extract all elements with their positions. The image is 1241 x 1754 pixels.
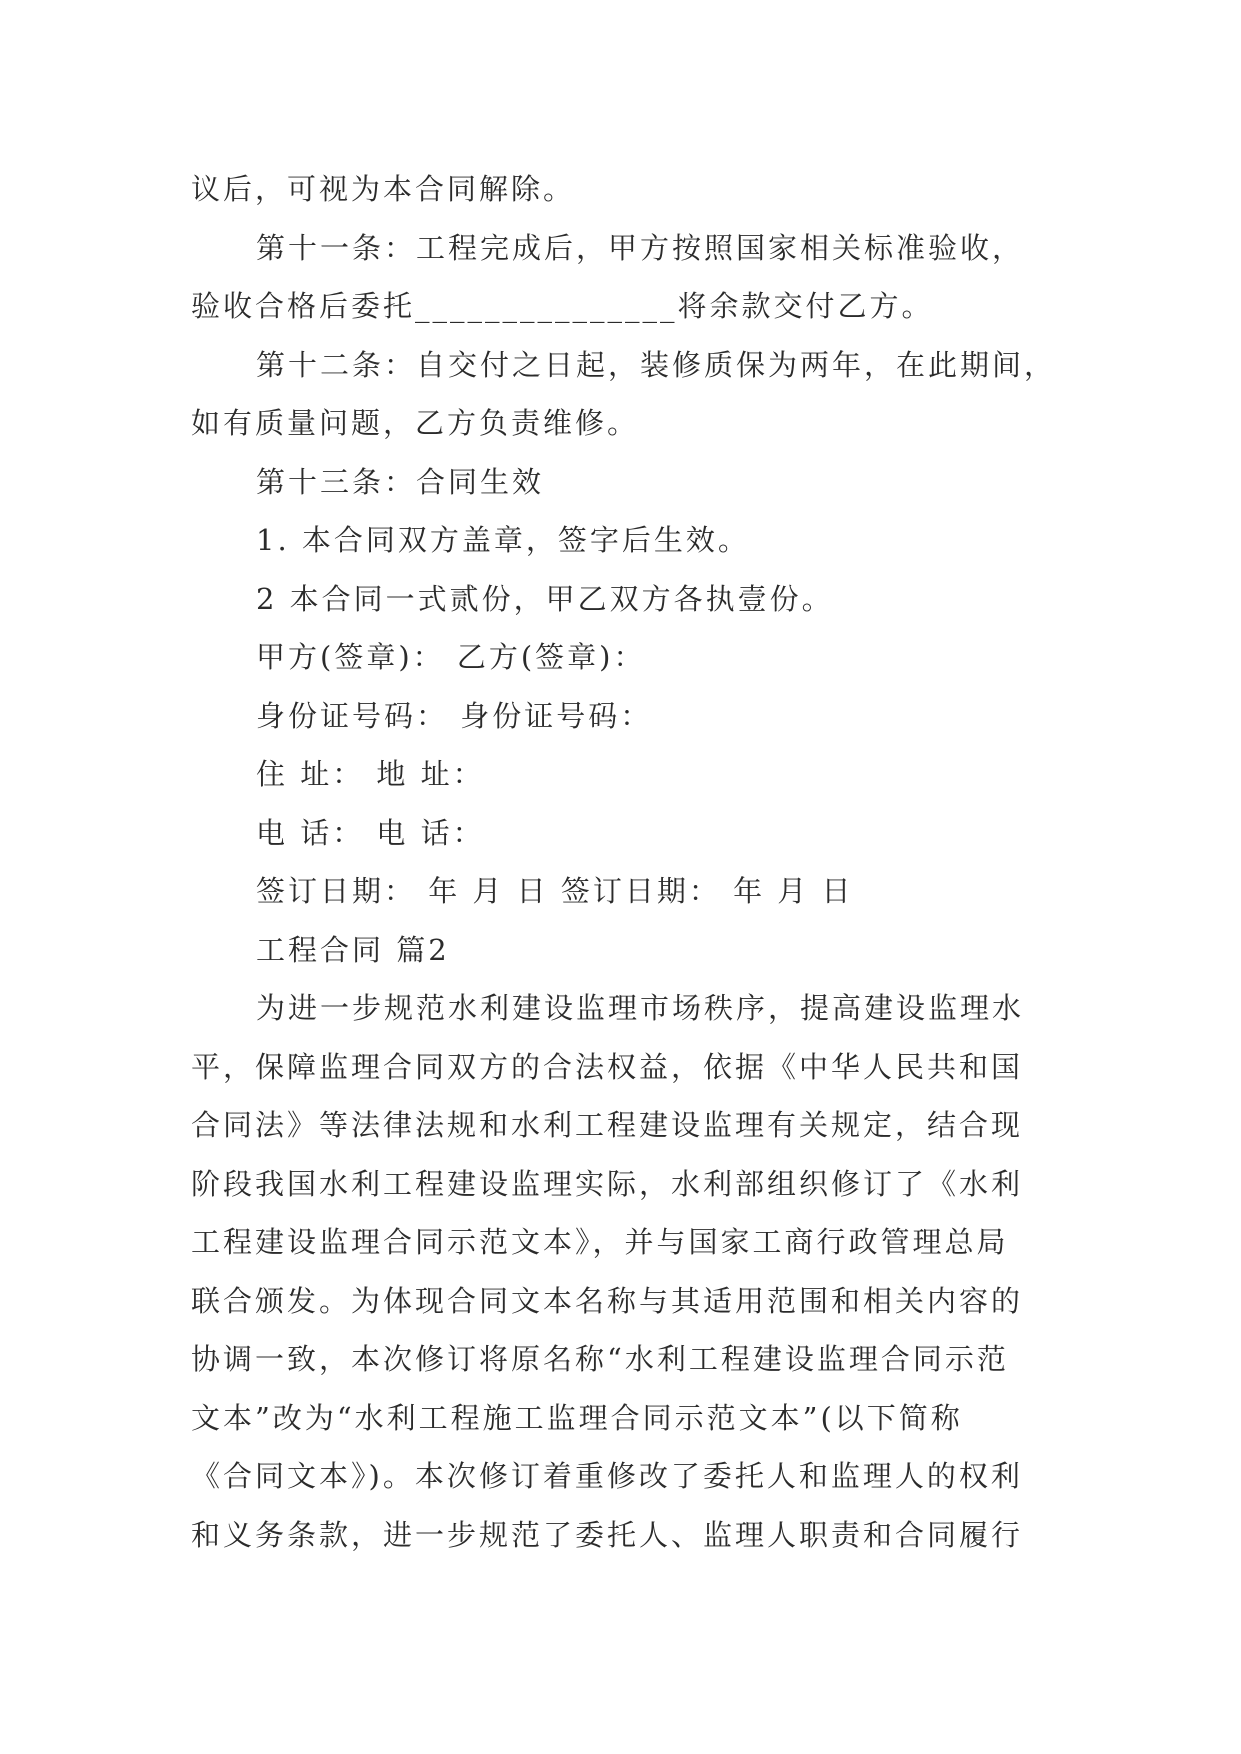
text-line: 联合颁发。为体现合同文本名称与其适用范围和相关内容的 [191, 1283, 1024, 1318]
text-line: 身份证号码： 身份证号码： [256, 698, 653, 733]
text-line: 和义务条款，进一步规范了委托人、监理人职责和合同履行 [191, 1517, 1024, 1552]
text-line: 文本”改为“水利工程施工监理合同示范文本”(以下简称 [191, 1400, 963, 1435]
text-line: 验收合格后委托_______________将余款交付乙方。 [191, 289, 934, 323]
text-line: 平，保障监理合同双方的合法权益，依据《中华人民共和国 [191, 1049, 1024, 1084]
text-line: 为进一步规范水利建设监理市场秩序，提高建设监理水 [256, 991, 1025, 1025]
text-line: 甲方(签章)： 乙方(签章)： [256, 640, 646, 674]
document-body [191, 160, 1061, 1564]
text-line: 第十一条：工程完成后，甲方按照国家相关标准验收， [256, 230, 1025, 265]
text-line: 住 址： 地 址： [256, 757, 485, 791]
text-line: 合同法》等法律法规和水利工程建设监理有关规定，结合现 [191, 1108, 1024, 1142]
text-line: 2 本合同一式贰份，甲乙双方各执壹份。 [256, 581, 834, 616]
text-line: 电 话： 电 话： [256, 815, 485, 850]
text-line: 第十三条：合同生效 [256, 464, 545, 499]
text-line: 《合同文本》)。本次修订着重修改了委托人和监理人的权利 [191, 1459, 1023, 1493]
text-line: 1. 本合同双方盖章，签字后生效。 [256, 523, 750, 557]
text-line: 第十二条：自交付之日起，装修质保为两年，在此期间， [256, 347, 1057, 382]
text-line: 议后，可视为本合同解除。 [191, 172, 576, 206]
text-line: 如有质量问题，乙方负责维修。 [191, 406, 640, 440]
text-line: 工程建设监理合同示范文本》，并与国家工商行政管理总局 [191, 1225, 1009, 1259]
text-line: 协调一致，本次修订将原名称“水利工程建设监理合同示范 [191, 1342, 1009, 1376]
text-line: 签订日期： 年 月 日 签订日期： 年 月 日 [256, 874, 854, 908]
text-line: 工程合同 篇2 [256, 932, 450, 967]
text-line: 阶段我国水利工程建设监理实际，水利部组织修订了《水利 [191, 1166, 1024, 1201]
